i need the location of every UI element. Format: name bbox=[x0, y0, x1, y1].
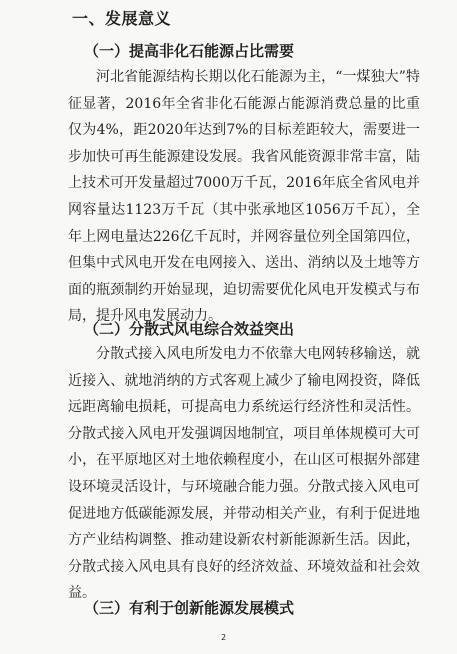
section-heading: 一、发展意义 bbox=[72, 9, 172, 28]
subsection-paragraph-1: 河北省能源结构长期以化石能源为主，“一煤独大”特征显著，2016年全省非化石能源占能源消费总量的比重仅为4%，距2020年达到7%的目标差距较大，需要进一步加快可再生能源建设发展。我省风能资源非常丰富，陆上技术可开发量超过7000万千瓦，2016年底全省风电并网容量达1123万千瓦（其中张承地区1056万千瓦），全年上网电量达226亿千瓦时，并网容量位列全国第四位，但集中式风电开发在电网接入、送出、消纳以及土地等方面的瓶颈制约开始显现，迫切需要优化风电开发模式与布局，提升风电发展动力。 bbox=[68, 69, 420, 325]
subsection-heading-1: （一）提高非化石能源占比需要 bbox=[84, 42, 295, 60]
subsection-heading-3: （三）有利于创新能源发展模式 bbox=[84, 599, 295, 617]
page-number: 2 bbox=[221, 633, 227, 642]
subsection-heading-2: （二）分散式风电综合效益突出 bbox=[84, 320, 295, 338]
subsection-paragraph-2: 分散式接入风电所发电力不依靠大电网转移输送，就近接入、就地消纳的方式客观上减少了输电网投资，降低远距离输电损耗，可提高电力系统运行经济性和灵活性。分散式接入风电开发强调因地制宜，项目单体规模可大可小，在平原地区对土地依赖程度小，在山区可根据外部建设环境灵活设计，与环境融合能力强。分散式接入风电可促进地方低碳能源发展，并带动相关产业，有利于促进地方产业结构调整、推动建设新农村新能源新生活。因此，分散式接入风电具有良好的经济效益、环境效益和社会效益。 bbox=[68, 346, 420, 602]
